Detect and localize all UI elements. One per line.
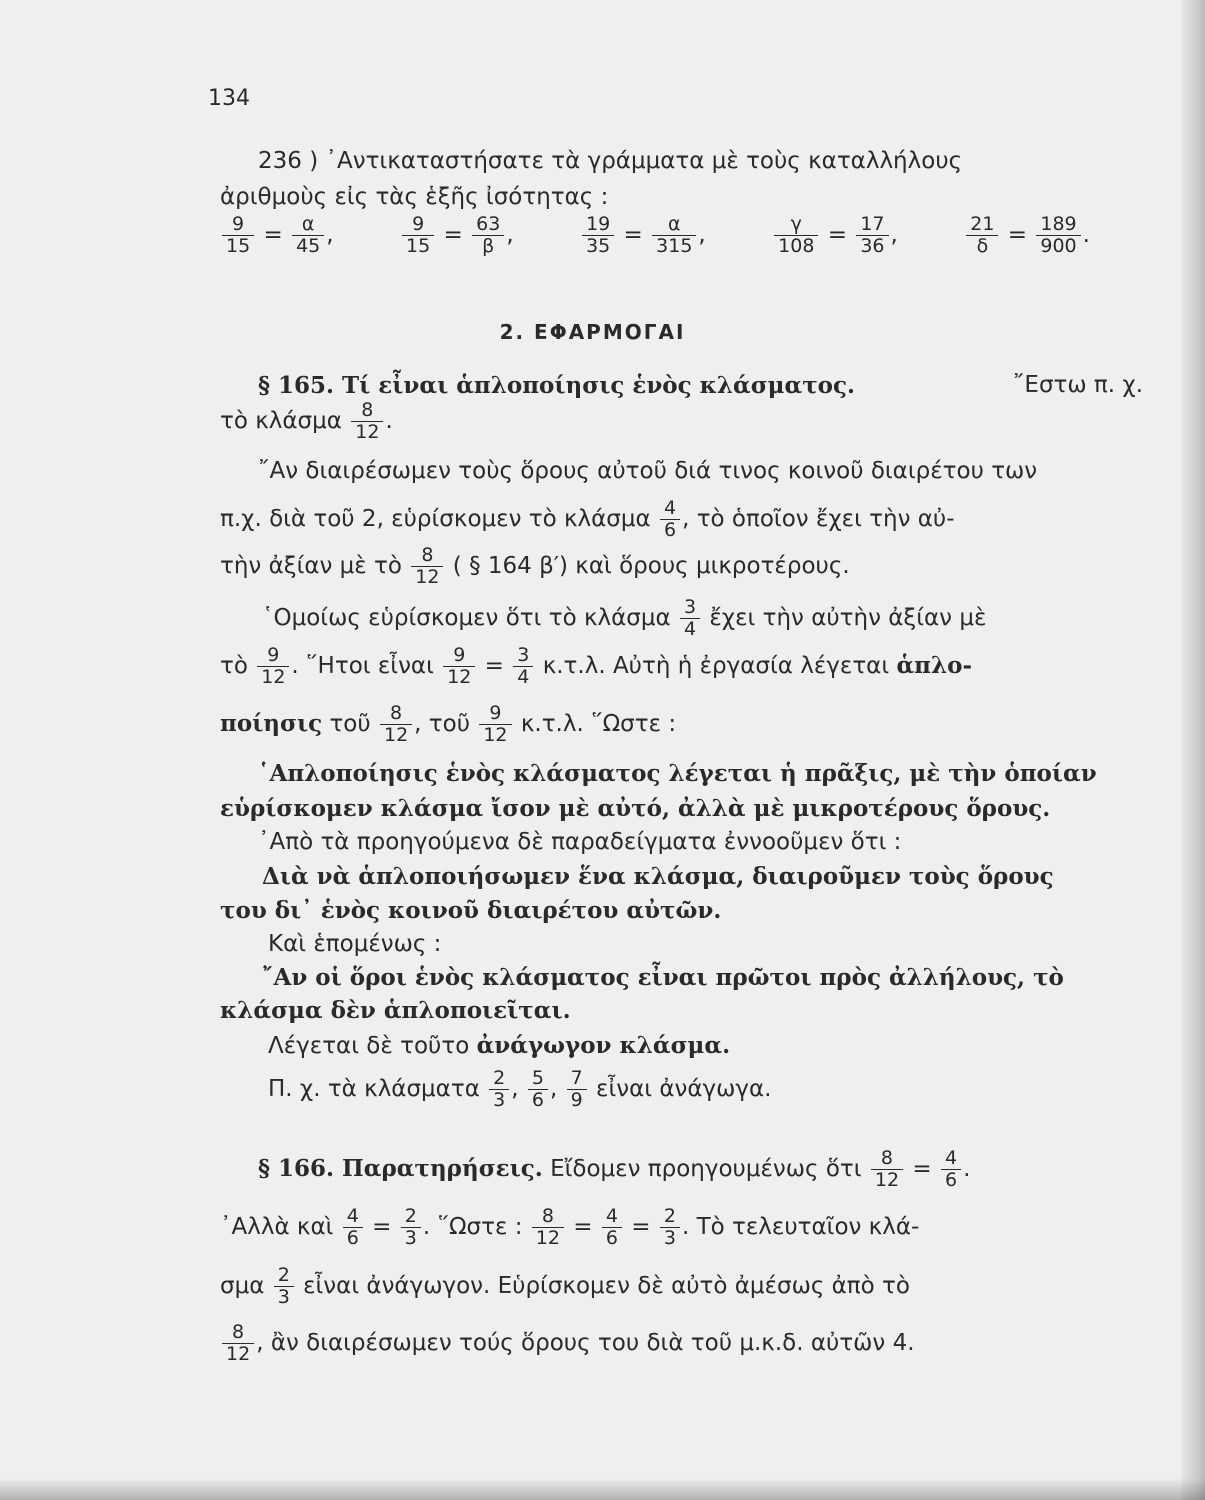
s165-line1: τὸ κλάσμα $\frac{8}{12}$ .	[220, 399, 393, 443]
fraction-8-12: $\frac{8}{12}$	[532, 1206, 564, 1249]
fraction-2-3: $\frac{2}{3}$	[660, 1206, 680, 1249]
fraction: $\frac{17}{36}$	[856, 214, 888, 257]
rule-irreducible-line1: ῎Αν οἱ ὅροι ἑνὸς κλάσματος εἶναι πρῶτοι πρὸς ἀλλήλους, τὸ	[262, 964, 1064, 991]
fraction: $\frac{21}{\delta}$	[966, 214, 998, 257]
section-heading: 2. ΕΦΑΡΜΟΓΑΙ	[499, 320, 686, 344]
fraction-8-12: $\frac{8}{12}$	[411, 545, 443, 588]
exercise-236-equations	[220, 214, 1090, 257]
fraction: $\frac{9}{15}$	[402, 214, 434, 257]
rule-method-line1: Διὰ νὰ ἁπλοποιήσωμεν ἕνα κλάσμα, διαιροῦμεν τοὺς ὅρους	[262, 863, 1054, 890]
exercise-236-line2: ἀριθμοὺς εἰς τὰς ἑξῆς ἰσότητας :	[220, 184, 609, 210]
exercise-236-line1: 236 ) ᾿Αντικαταστήσατε τὰ γράμματα μὲ τοὺς καταλλήλους	[258, 148, 963, 174]
fraction-9-12: $\frac{9}{12}$	[479, 703, 511, 746]
fraction: $\frac{189}{900}$	[1036, 214, 1080, 257]
equation-2: $\frac{9}{15}$ = $\frac{63}{\beta}$ ,	[400, 214, 514, 257]
fraction-4-6: $\frac{4}{6}$	[602, 1206, 622, 1249]
equation-1: $\frac{9}{15}$ = $\frac{\alpha}{45}$ ,	[220, 214, 334, 257]
fraction-7-9: $\frac{7}{9}$	[567, 1068, 587, 1111]
s165-line10: ᾿Απὸ τὰ προηγούμενα δὲ παραδείγματα ἐννοοῦμεν ὅτι :	[258, 829, 902, 855]
fraction: $\frac{\alpha}{315}$	[652, 214, 696, 257]
fraction-3-4: $\frac{3}{4}$	[513, 645, 533, 688]
fraction-8-12: $\frac{8}{12}$	[351, 400, 383, 443]
fraction: $\frac{\gamma}{108}$	[774, 214, 818, 257]
rule-irreducible-line2: κλάσμα δὲν ἁπλοποιεῖται.	[220, 997, 571, 1024]
s165-line6: τὸ $\frac{9}{12}$ . ῞Ητοι εἶναι $\frac{9}{12}$ = $\frac{3}{4}$ κ.τ.λ. Αὐτὴ ἡ ἐργασία λέγεται ἁπλο-	[220, 644, 972, 688]
equation-4: $\frac{\gamma}{108}$ = $\frac{17}{36}$ ,	[772, 214, 898, 257]
fraction-9-12: $\frac{9}{12}$	[257, 645, 289, 688]
fraction-2-3: $\frac{2}{3}$	[274, 1265, 294, 1308]
s165-line2: ῎Αν διαιρέσωμεν τοὺς ὅρους αὐτοῦ διά τινος κοινοῦ διαιρέτου των	[258, 458, 1038, 484]
s165-line3: π.χ. διὰ τοῦ 2, εὑρίσκομεν τὸ κλάσμα $\frac{4}{6}$ , τὸ ὁποῖον ἔχει τὴν αὐ-	[220, 497, 955, 541]
rule-definition-line1: ῾Απλοποίησις ἑνὸς κλάσματος λέγεται ἡ πρᾶξις, μὲ τὴν ὁποίαν	[258, 760, 1097, 787]
s165-line13: Καὶ ἑπομένως :	[268, 931, 442, 957]
fraction-4-6: $\frac{4}{6}$	[660, 498, 680, 541]
page-edge-shadow	[1181, 0, 1205, 1500]
s166-title: § 166. Παρατηρήσεις.	[258, 1154, 543, 1182]
fraction-9-12: $\frac{9}{12}$	[443, 645, 475, 688]
fraction-2-3: $\frac{2}{3}$	[489, 1068, 509, 1111]
fraction: $\frac{19}{35}$	[582, 214, 614, 257]
fraction: $\frac{63}{\beta}$	[472, 214, 504, 257]
page-bottom-shadow	[0, 1478, 1205, 1500]
s165-line7: ποίησις τοῦ $\frac{8}{12}$ , τοῦ $\frac{9}{12}$ κ.τ.λ. ῞Ωστε :	[220, 702, 677, 746]
s165-line17: Π. χ. τὰ κλάσματα $\frac{2}{3}$ , $\frac{5}{6}$ , $\frac{7}{9}$ εἶναι ἀνάγωγα.	[268, 1067, 772, 1111]
fraction-2-3: $\frac{2}{3}$	[401, 1206, 421, 1249]
s165-line16: Λέγεται δὲ τοῦτο ἀνάγωγον κλάσμα.	[268, 1032, 731, 1059]
fraction-5-6: $\frac{5}{6}$	[528, 1068, 548, 1111]
fraction: $\frac{\alpha}{45}$	[292, 214, 324, 257]
fraction-4-6: $\frac{4}{6}$	[343, 1206, 363, 1249]
s165-line4: τὴν ἀξίαν μὲ τὸ $\frac{8}{12}$ ( § 164 β′) καὶ ὅρους μικροτέρους.	[220, 544, 850, 588]
rule-method-line2: του δι᾿ ἑνὸς κοινοῦ διαιρέτου αὐτῶν.	[220, 897, 722, 924]
s166-line1: § 166. Παρατηρήσεις. Εἴδομεν προηγουμένως ὅτι $\frac{8}{12}$ = $\frac{4}{6}$ .	[258, 1147, 971, 1191]
page-number: 134	[208, 86, 250, 111]
fraction-8-12: $\frac{8}{12}$	[380, 703, 412, 746]
fraction-8-12: $\frac{8}{12}$	[222, 1322, 254, 1365]
rule-definition-line2: εὑρίσκομεν κλάσμα ἴσον μὲ αὐτό, ἀλλὰ μὲ μικροτέρους ὅρους.	[220, 795, 1051, 822]
fraction-4-6: $\frac{4}{6}$	[941, 1148, 961, 1191]
equation-5: $\frac{21}{\delta}$ = $\frac{189}{900}$ .	[964, 214, 1090, 257]
s165-title-line	[258, 372, 1143, 399]
s165-title: § 165. Τί εἶναι ἁπλοποίησις ἑνὸς κλάσματος.	[258, 372, 856, 399]
fraction: $\frac{9}{15}$	[222, 214, 254, 257]
s165-title-rest: ῎Εστω π. χ.	[1012, 372, 1143, 398]
s166-line4: $\frac{8}{12}$ , ἂν διαιρέσωμεν τούς ὅρους του διὰ τοῦ μ.κ.δ. αὐτῶν 4.	[220, 1322, 1145, 1365]
s166-line2: ᾿Αλλὰ καὶ $\frac{4}{6}$ = $\frac{2}{3}$ . ῞Ωστε : $\frac{8}{12}$ = $\frac{4}{6}$ = $\frac{2}{3}$ . Τὸ τελευταῖον κλά-	[220, 1205, 920, 1249]
equation-3: $\frac{19}{35}$ = $\frac{\alpha}{315}$ ,	[580, 214, 706, 257]
s165-line5: ῾Ομοίως εὑρίσκομεν ὅτι τὸ κλάσμα $\frac{3}{4}$ ἔχει τὴν αὐτὴν ἀξίαν μὲ	[262, 596, 987, 640]
s166-line3: σμα $\frac{2}{3}$ εἶναι ἀνάγωγον. Εὑρίσκομεν δὲ αὐτὸ ἀμέσως ἀπὸ τὸ	[220, 1264, 910, 1308]
fraction-3-4: $\frac{3}{4}$	[680, 597, 700, 640]
fraction-8-12: $\frac{8}{12}$	[871, 1148, 903, 1191]
